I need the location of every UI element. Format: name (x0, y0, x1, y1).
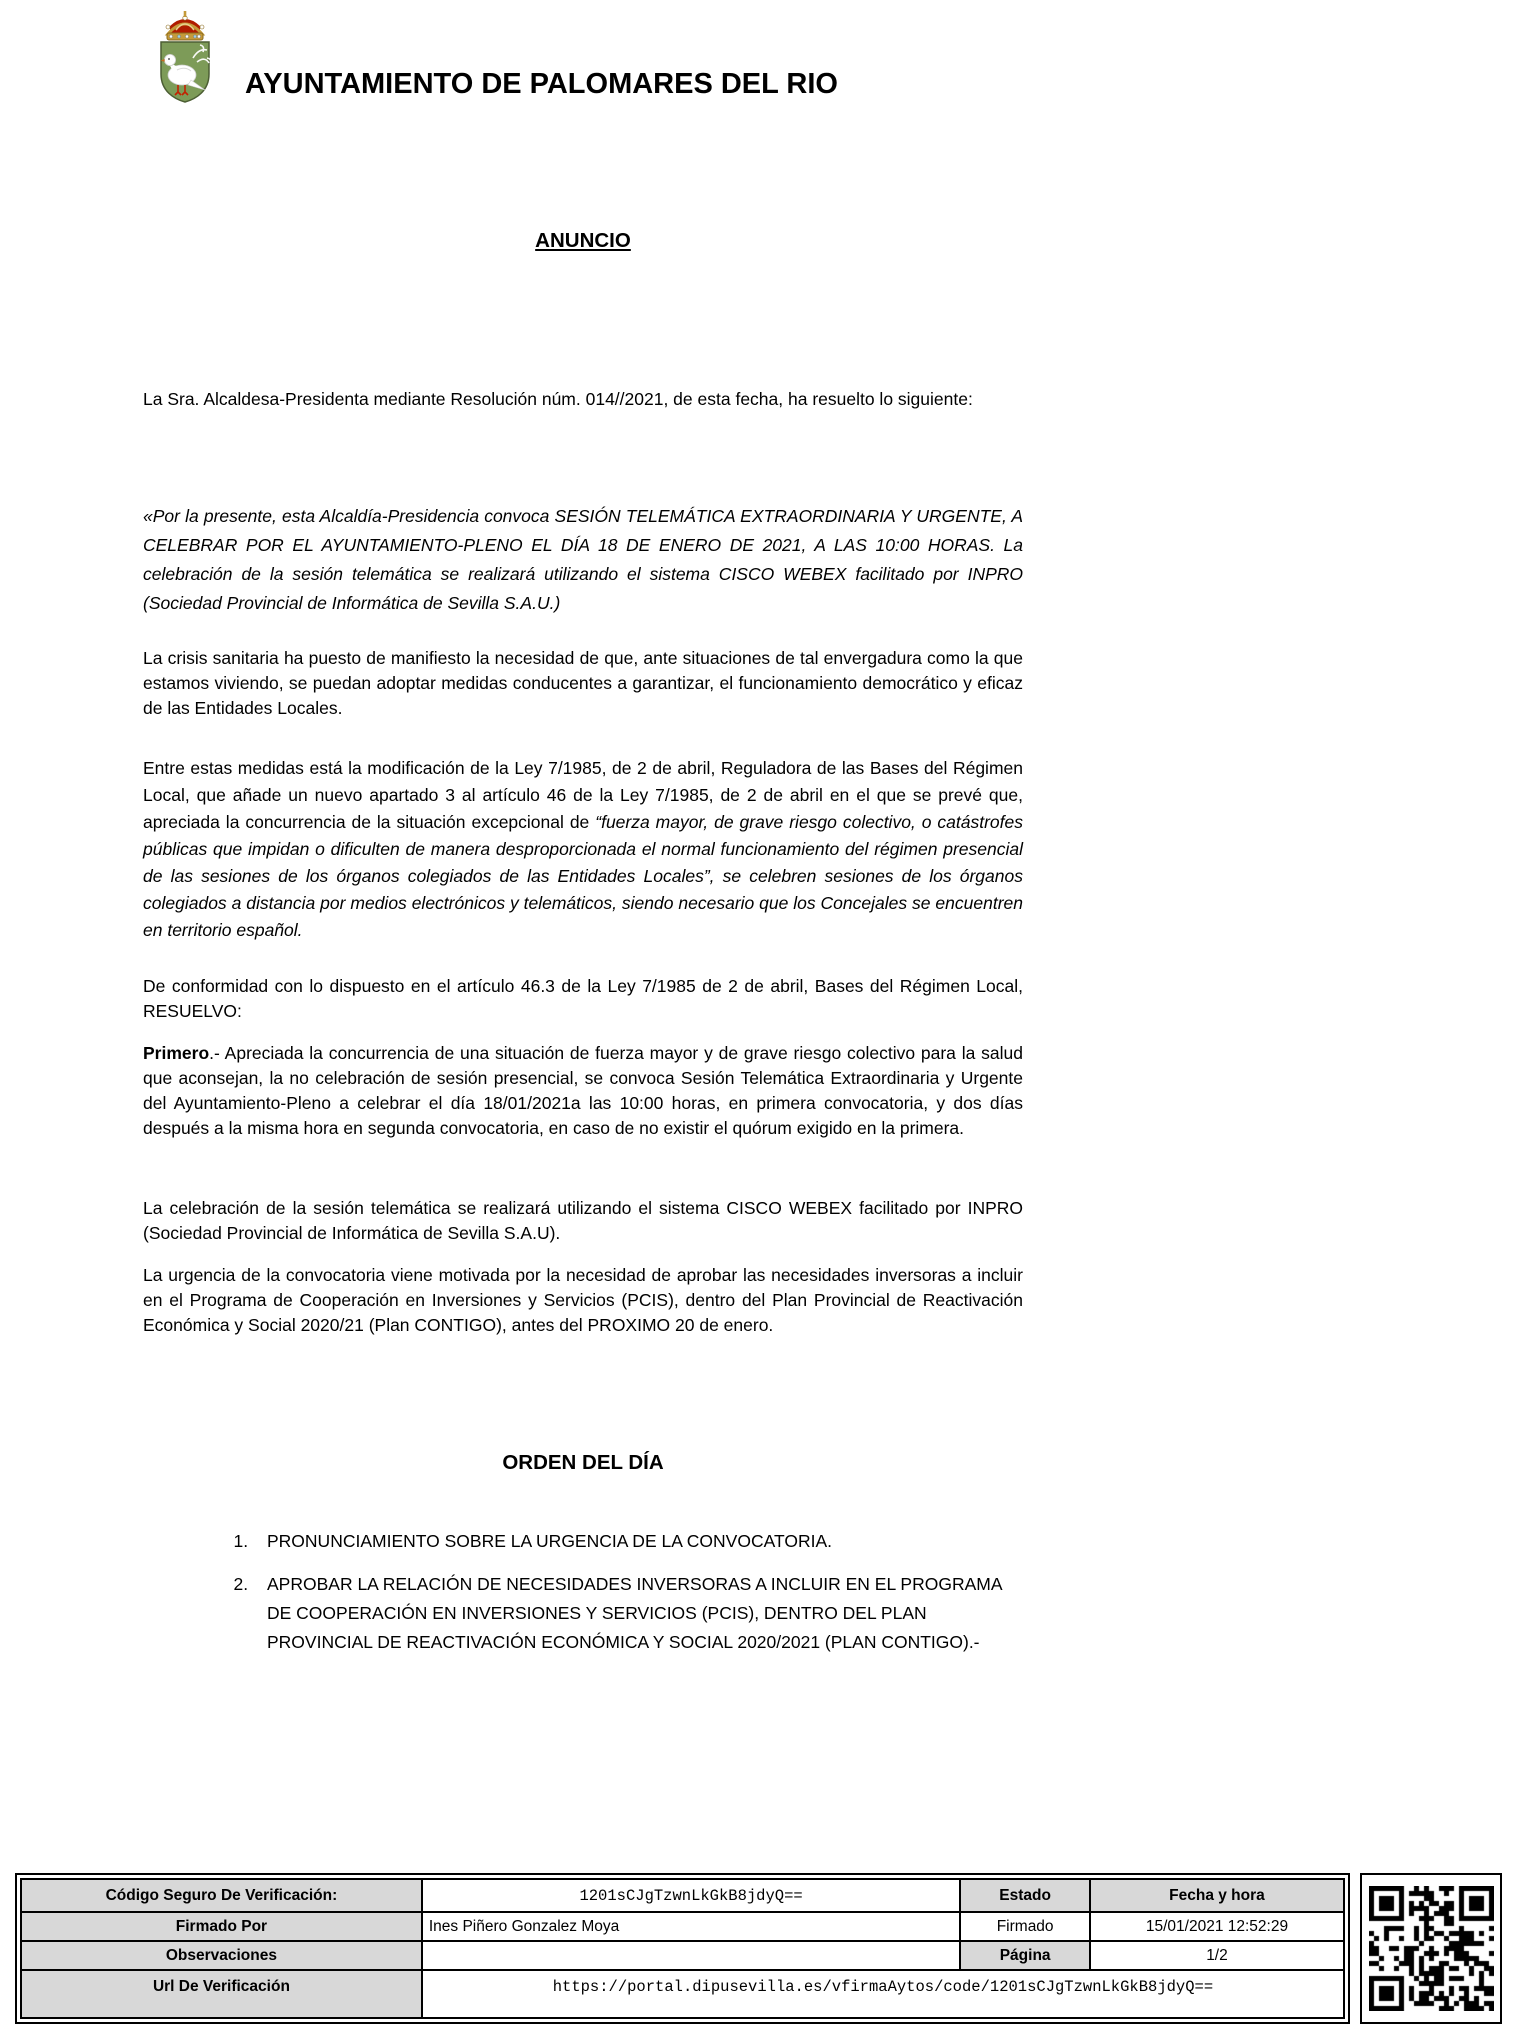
signer-name: Ines Piñero Gonzalez Moya (422, 1912, 960, 1941)
fecha-value: 15/01/2021 12:52:29 (1090, 1912, 1344, 1941)
agenda-heading: ORDEN DEL DÍA (502, 1451, 664, 1474)
document-body (143, 228, 1023, 1671)
pagina-label: Página (960, 1941, 1090, 1970)
crisis-paragraph: La crisis sanitaria ha puesto de manifiesto la necesidad de que, ante situaciones de tal envergadura como la que estamos viviendo, se puedan adoptar medidas conducentes a garantizar, el funcionamiento democrático y eficaz de las Entidades Locales. (143, 648, 1023, 718)
urgencia-paragraph: La urgencia de la convocatoria viene motivada por la necesidad de aprobar las necesidades inversoras a incluir en el Programa de Cooperación en Inversiones y Servicios (PCIS), dentro del Plan Provincial de Reactivación Económica y Social 2020/21 (Plan CONTIGO), antes del PROXIMO 20 de enero. (143, 1265, 1023, 1335)
primero-paragraph (143, 1041, 1023, 1141)
intro-paragraph: La Sra. Alcaldesa-Presidenta mediante Resolución núm. 014//2021, de esta fecha, ha resuelto lo siguiente: (143, 389, 973, 409)
resolution-quote-paragraph: «Por la presente, esta Alcaldía-Presidencia convoca SESIÓN TELEMÁTICA EXTRAORDINARIA Y URGENTE, A CELEBRAR POR EL AYUNTAMIENTO-PLENO EL DÍA 18 DE ENERO DE 2021, A LAS 10:00 HORAS. La celebración de la sesión telemática se realizará utilizando el sistema CISCO WEBEX facilitado por INPRO (Sociedad Provincial de Informática de Sevilla S.A.U.) (143, 506, 1023, 613)
primero-text: .- Apreciada la concurrencia de una situación de fuerza mayor y de grave riesgo colectivo para la salud que aconsejan, la no celebración de sesión presencial, se convoca Sesión Telemática Extraordinaria y Urgente del Ayuntamiento-Pleno a celebrar el día 18/01/2021a las 10:00 horas, en primera convocatoria, y dos días después a la misma hora en segunda convocatoria, en caso de no existir el quórum exigido en la primera. (143, 1043, 1023, 1138)
csv-value: 1201sCJgTzwnLkGkB8jdyQ== (422, 1879, 960, 1912)
medidas-paragraph (143, 755, 1023, 944)
estado-header: Estado (960, 1879, 1090, 1912)
estado-value: Firmado (960, 1912, 1090, 1941)
verification-url: https://portal.dipusevilla.es/vfirmaAytos/code/1201sCJgTzwnLkGkB8jdyQ== (422, 1970, 1344, 2018)
medidas-italic-quote: “fuerza mayor, de grave riesgo colectivo, o catástrofes públicas que impidan o dificulten de manera desproporcionada el normal funcionamiento del régimen presencial de las sesiones de los órganos colegiados de las Entidades Locales”, se celebren sesiones de los órganos colegiados a distancia por medios electrónicos y telemáticos, siendo necesario que los Concejales se encuentren en territorio español. (143, 812, 1023, 940)
conformidad-paragraph: De conformidad con lo dispuesto en el artículo 46.3 de la Ley 7/1985 de 2 de abril, Bases del Régimen Local, RESUELVO: (143, 976, 1023, 1021)
palomares-coat-of-arms-icon (147, 6, 223, 106)
url-label: Url De Verificación (21, 1970, 422, 2018)
qr-code-box (1360, 1873, 1502, 2024)
webex-paragraph: La celebración de la sesión telemática se realizará utilizando el sistema CISCO WEBEX facilitado por INPRO (Sociedad Provincial de Informática de Sevilla S.A.U). (143, 1198, 1023, 1243)
announcement-heading: ANUNCIO (535, 229, 631, 252)
agenda-item-1: 1. PRONUNCIAMIENTO SOBRE LA URGENCIA DE LA CONVOCATORIA. (253, 1527, 1023, 1556)
observaciones-label: Observaciones (21, 1941, 422, 1970)
primero-label: Primero (143, 1043, 210, 1063)
organization-title: AYUNTAMIENTO DE PALOMARES DEL RIO (245, 68, 838, 100)
firmado-por-label: Firmado Por (21, 1912, 422, 1941)
table-row (21, 1879, 1344, 1912)
verification-footer-table (15, 1873, 1350, 2024)
agenda-item-2: 2. APROBAR LA RELACIÓN DE NECESIDADES INVERSORAS A INCLUIR EN EL PROGRAMA DE COOPERACIÓN EN INVERSIONES Y SERVICIOS (PCIS), DENTRO DEL PLAN PROVINCIAL DE REACTIVACIÓN ECONÓMICA Y SOCIAL 2020/2021 (PLAN CONTIGO).- (253, 1570, 1023, 1657)
agenda-list (143, 1527, 1023, 1657)
table-row (21, 1912, 1344, 1941)
csv-label: Código Seguro De Verificación: (21, 1879, 422, 1912)
medidas-roman-text: Entre estas medidas está la modificación de la Ley 7/1985, de 2 de abril, Reguladora de las Bases del Régimen Local, que añade un nuevo apartado 3 al artículo 46 de la Ley 7/1985, de 2 de abril en el que se prevé que, apreciada la concurrencia de la situación excepcional de (143, 758, 1023, 832)
table-row (21, 1970, 1344, 2018)
pagina-value: 1/2 (1090, 1941, 1344, 1970)
qr-code (1369, 1886, 1494, 2011)
table-row (21, 1941, 1344, 1970)
fecha-header: Fecha y hora (1090, 1879, 1344, 1912)
observaciones-value (422, 1941, 960, 1970)
